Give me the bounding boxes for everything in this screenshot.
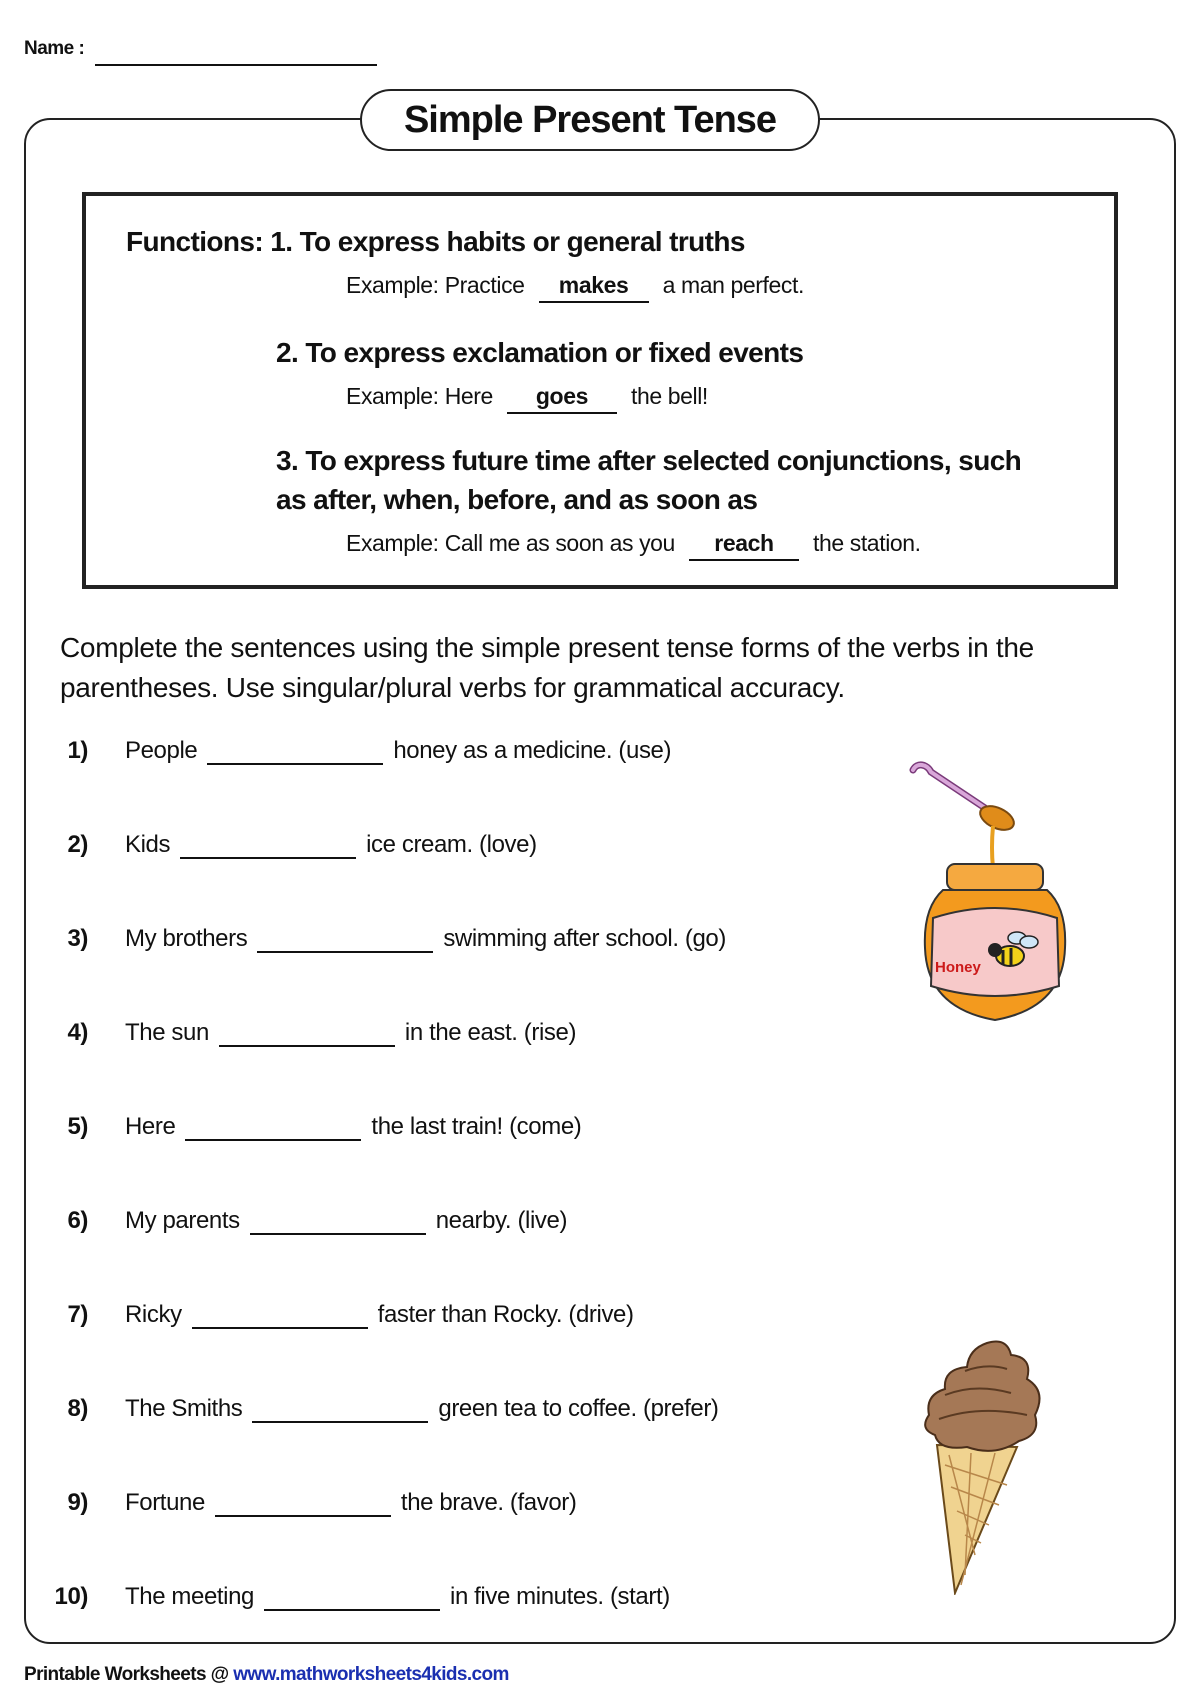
question-before: My brothers: [125, 925, 248, 952]
question-number: 5): [67, 1113, 88, 1140]
question-before: The Smiths: [125, 1395, 243, 1422]
example-before: Practice: [444, 272, 525, 298]
function-2-example: [346, 383, 708, 414]
question-number: 8): [67, 1395, 88, 1422]
honey-jar-icon: [925, 864, 1065, 1020]
question-number: 9): [67, 1489, 88, 1516]
answer-blank[interactable]: [180, 831, 356, 859]
name-input-line[interactable]: [95, 64, 377, 66]
question-after: honey as a medicine. (use): [393, 737, 672, 764]
answer-blank[interactable]: [215, 1489, 391, 1517]
spoon-icon: [913, 765, 1018, 868]
question-before: The meeting: [125, 1583, 255, 1610]
question-before: Kids: [125, 831, 171, 858]
question-before: My parents: [125, 1207, 240, 1234]
example-after: the station.: [812, 530, 921, 556]
question-after: faster than Rocky. (drive): [377, 1301, 634, 1328]
question-5: [0, 1113, 1200, 1153]
example-answer: reach: [689, 530, 799, 561]
name-label: Name :: [24, 38, 85, 59]
example-label: Example:: [346, 383, 439, 409]
footer: [24, 1664, 509, 1686]
footer-link[interactable]: www.mathworksheets4kids.com: [233, 1664, 509, 1685]
example-before: Call me as soon as you: [444, 530, 675, 556]
ice-cream-icon: [925, 1342, 1039, 1594]
honey-jar-illustration: [905, 758, 1075, 1028]
answer-blank[interactable]: [264, 1583, 440, 1611]
question-6: [0, 1207, 1200, 1247]
question-after: swimming after school. (go): [443, 925, 726, 952]
honey-label: Honey: [935, 959, 981, 976]
function-1-heading: [126, 226, 745, 258]
question-after: in five minutes. (start): [450, 1583, 670, 1610]
function-2-heading: 2. To express exclamation or fixed events: [276, 337, 804, 368]
answer-blank[interactable]: [250, 1207, 426, 1235]
question-number: 2): [67, 831, 88, 858]
example-answer: makes: [539, 272, 649, 303]
question-number: 10): [54, 1583, 88, 1610]
function-3-heading-line2: as after, when, before, and as soon as: [276, 484, 758, 515]
question-number: 4): [67, 1019, 88, 1046]
question-number: 7): [67, 1301, 88, 1328]
answer-blank[interactable]: [257, 925, 433, 953]
question-before: Fortune: [125, 1489, 205, 1516]
question-number: 6): [67, 1207, 88, 1234]
question-after: in the east. (rise): [404, 1019, 577, 1046]
question-before: The sun: [125, 1019, 209, 1046]
question-after: the brave. (favor): [400, 1489, 577, 1516]
function-3-example: [346, 530, 921, 561]
question-before: People: [125, 737, 198, 764]
function-1-text: 1. To express habits or general truths: [270, 226, 745, 257]
worksheet-title: Simple Present Tense: [360, 89, 820, 151]
example-before: Here: [444, 383, 493, 409]
question-before: Here: [125, 1113, 176, 1140]
footer-prefix: Printable Worksheets @: [24, 1664, 229, 1685]
example-label: Example:: [346, 530, 439, 556]
example-after: a man perfect.: [662, 272, 804, 298]
function-1-example: [346, 272, 804, 303]
question-after: the last train! (come): [371, 1113, 582, 1140]
answer-blank[interactable]: [219, 1019, 395, 1047]
example-after: the bell!: [630, 383, 708, 409]
answer-blank[interactable]: [207, 737, 383, 765]
question-before: Ricky: [125, 1301, 182, 1328]
question-number: 3): [67, 925, 88, 952]
question-after: nearby. (live): [435, 1207, 568, 1234]
question-after: green tea to coffee. (prefer): [438, 1395, 719, 1422]
instructions: Complete the sentences using the simple present tense forms of the verbs in the parentheses. Use singular/plural verbs for grammatical accuracy.: [60, 632, 1034, 703]
function-3-heading-line1: 3. To express future time after selected conjunctions, such: [276, 445, 1022, 476]
example-label: Example:: [346, 272, 439, 298]
question-number: 1): [67, 737, 88, 764]
question-after: ice cream. (love): [366, 831, 537, 858]
functions-prefix: Functions:: [126, 226, 264, 257]
answer-blank[interactable]: [192, 1301, 368, 1329]
answer-blank[interactable]: [252, 1395, 428, 1423]
example-answer: goes: [507, 383, 617, 414]
answer-blank[interactable]: [185, 1113, 361, 1141]
ice-cream-illustration: [915, 1335, 1055, 1595]
